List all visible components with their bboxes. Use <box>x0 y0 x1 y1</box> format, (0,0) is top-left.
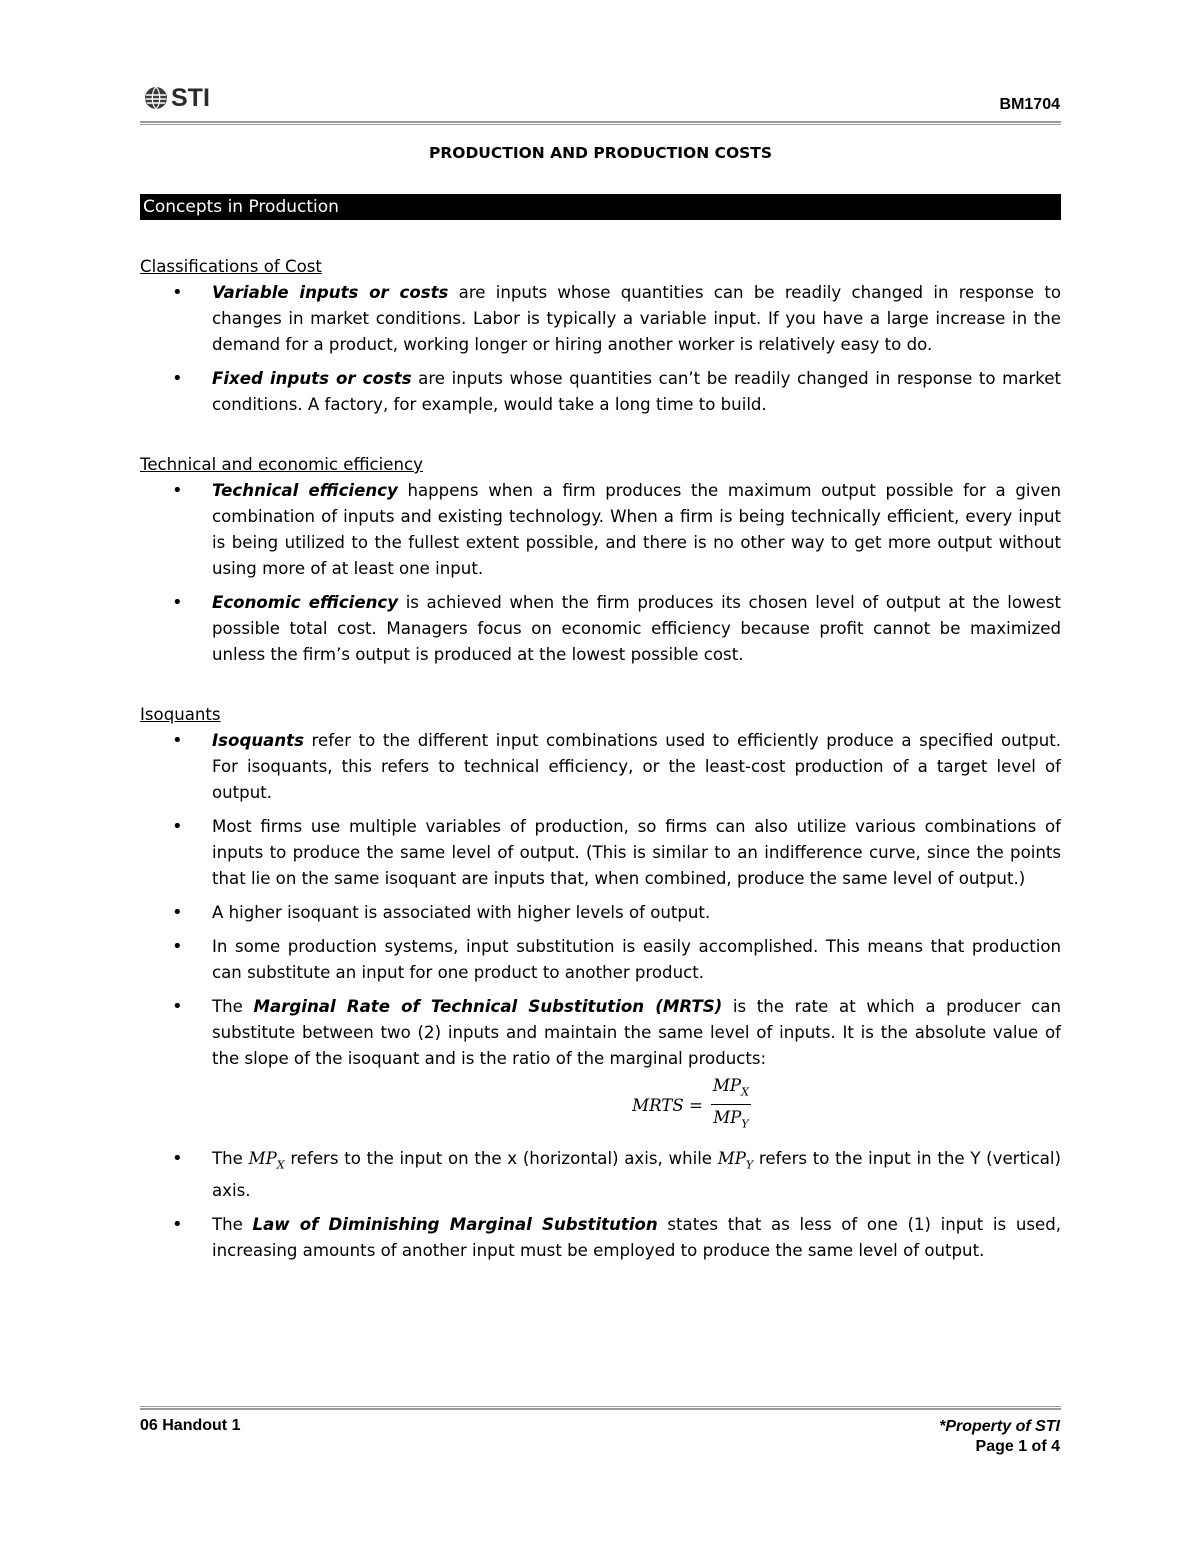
definition: are inputs whose quantities can be readily changed in response to changes in market conditions. Labor is typically a variable input. If you have a large increase in the demand for a product, working longer or hiring another worker is relatively easy to do. <box>212 283 1061 354</box>
globe-icon <box>143 85 169 111</box>
page-title: PRODUCTION AND PRODUCTION COSTS <box>428 144 773 162</box>
list-item <box>140 814 1061 892</box>
term: Law of Diminishing Marginal Substitution <box>252 1214 658 1234</box>
classifications-heading: Classifications of Cost <box>140 257 322 276</box>
list-item <box>140 1146 1061 1204</box>
list-item <box>140 994 1061 1138</box>
section-title: Concepts in Production <box>143 197 339 217</box>
document-code: BM1704 <box>999 96 1060 113</box>
list-item <box>140 934 1061 986</box>
term: Variable inputs or costs <box>212 283 449 302</box>
numerator-symbol: MP <box>712 1076 742 1095</box>
text: refers to the input on the x (horizontal) axis, while <box>284 1148 718 1168</box>
formula-denominator <box>711 1105 750 1137</box>
efficiency-heading: Technical and economic efficiency <box>140 455 423 474</box>
text: refers to the input in the Y (vertical) axis. <box>212 1148 1061 1200</box>
formula-lhs: MRTS = <box>632 1095 703 1115</box>
formula-fraction <box>711 1074 751 1138</box>
efficiency-list <box>140 478 1061 668</box>
term: Technical efficiency <box>212 481 398 500</box>
denominator-subscript: Y <box>741 1117 749 1131</box>
footer-rule <box>140 1406 1061 1410</box>
denominator-symbol: MP <box>713 1108 742 1128</box>
footer-handout-label: 06 Handout 1 <box>140 1417 241 1434</box>
document-body <box>140 254 1061 1272</box>
subscript: X <box>276 1157 285 1171</box>
list-item <box>140 1212 1061 1264</box>
text: The <box>212 1148 249 1168</box>
isoquants-heading: Isoquants <box>140 705 221 724</box>
numerator-subscript: X <box>741 1085 749 1099</box>
term: Economic efficiency <box>212 593 399 612</box>
list-item <box>140 728 1061 806</box>
mpy-symbol <box>717 1148 754 1171</box>
page-number: Page 1 of 4 <box>975 1438 1060 1455</box>
property-notice: *Property of STI <box>939 1418 1060 1435</box>
symbol: MP <box>717 1148 746 1168</box>
list-item <box>140 590 1061 668</box>
definition: states that as less of one (1) input is used, increasing amounts of another input must be employed to produce the same level of output. <box>212 1214 1062 1260</box>
list-item <box>140 280 1061 358</box>
header-rule <box>140 121 1061 125</box>
mrts-formula <box>212 1074 1061 1138</box>
definition: is the rate at which a producer can substitute between two (2) inputs and maintain the same level of inputs. It is the absolute value of the slope of the isoquant and is the ratio of the marginal products: <box>212 997 1061 1068</box>
formula-numerator <box>711 1074 751 1105</box>
definition: are inputs whose quantities can’t be readily changed in response to market conditions. A factory, for example, would take a long time to build. <box>212 369 1061 414</box>
list-item <box>140 900 1061 926</box>
footer-right <box>939 1417 1060 1457</box>
subscript: Y <box>745 1157 754 1171</box>
symbol: MP <box>248 1148 277 1168</box>
definition: In some production systems, input substitution is easily accomplished. This means that production can substitute an input for one product to another product. <box>212 937 1061 982</box>
classifications-list <box>140 280 1061 418</box>
mpx-symbol <box>248 1148 285 1171</box>
list-item <box>140 366 1061 418</box>
section-header <box>140 194 1061 220</box>
term: Marginal Rate of Technical Substitution (MRTS) <box>253 997 723 1016</box>
term: Isoquants <box>212 731 304 750</box>
text: The <box>212 997 254 1016</box>
sti-logo <box>143 83 210 113</box>
definition: happens when a firm produces the maximum output possible for a given combination of inputs and existing technology. When a firm is being technically efficient, every input is being utilized to the fullest extent possible, and there is no other way to get more output without using more of at least one input. <box>212 481 1062 578</box>
term: Fixed inputs or costs <box>212 369 412 388</box>
definition: refer to the different input combinations used to efficiently produce a specified output. For isoquants, this refers to technical efficiency, or the least-cost production of a target level of output. <box>212 731 1061 802</box>
text: The <box>212 1214 253 1234</box>
isoquants-list <box>140 728 1061 1264</box>
definition: is achieved when the firm produces its chosen level of output at the lowest possible total cost. Managers focus on economic efficiency because profit cannot be maximized unless the firm’s output is produced at the lowest possible cost. <box>212 593 1061 664</box>
logo-text: STI <box>171 83 210 112</box>
definition: A higher isoquant is associated with higher levels of output. <box>212 903 711 922</box>
definition: Most firms use multiple variables of production, so firms can also utilize various combinations of inputs to produce the same level of output. (This is similar to an indifference curve, since the points that lie on the same isoquant are inputs that, when combined, produce the same level of output.) <box>212 817 1061 888</box>
list-item <box>140 478 1061 582</box>
